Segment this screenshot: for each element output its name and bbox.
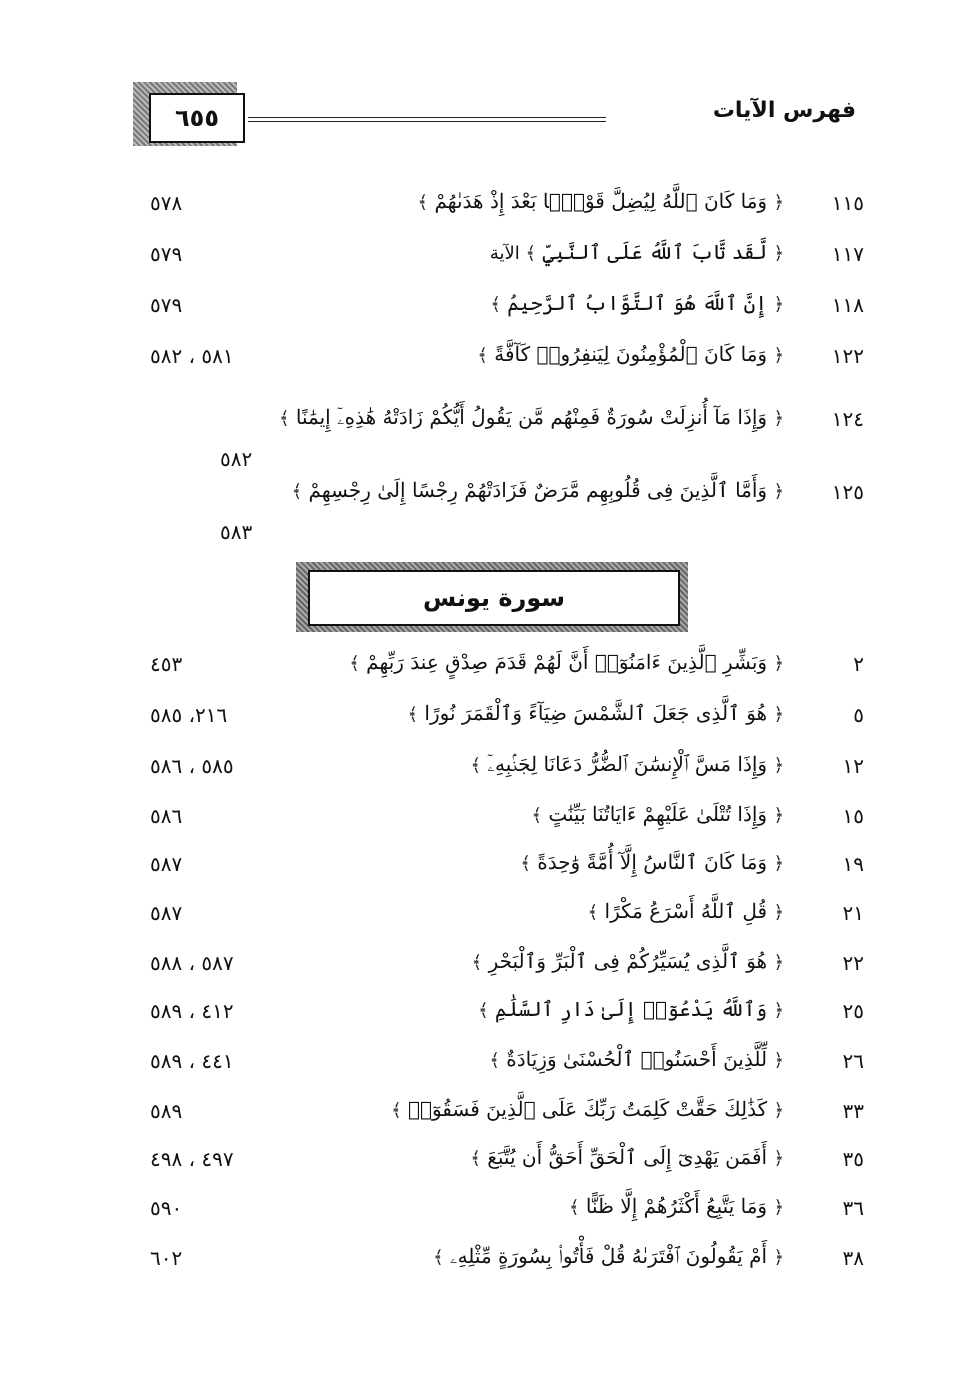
verse-text [588, 899, 784, 923]
verse-number: ١٩ [842, 852, 864, 876]
index-entry [0, 1190, 954, 1230]
ornate-bracket-close-icon: ﴾ [568, 1197, 580, 1218]
page-references: ٥٧٩ [150, 293, 183, 317]
verse-number: ١١٥ [831, 191, 864, 215]
index-entry [0, 895, 954, 935]
ornate-bracket-close-icon: ﴾ [349, 653, 360, 674]
verse-number: ١٢ [842, 754, 864, 778]
page-references: ٥٨٧ ، ٥٨٨ [150, 951, 234, 975]
verse-words: قُلِ ٱللَّهُ أَسْرَعُ مَكْرًا [604, 899, 768, 923]
verse-number: ١٢٤ [831, 407, 864, 431]
ornate-bracket-open-icon: ﴿ [773, 902, 784, 923]
verse-words: وَإِذَا مَآ أُنزِلَتْ سُورَةٌ فَمِنْهُم مَّن يَقُولُ أَيُّكُمْ زَادَتْهُ هَٰذِهِۦٓ إِيمَٰنًا [295, 405, 768, 429]
ornate-bracket-close-icon: ﴾ [587, 902, 599, 923]
index-entry [0, 236, 954, 276]
index-entry [0, 185, 954, 225]
verse-text [391, 1097, 784, 1121]
verse-words: وَإِذَا تُتْلَىٰ عَلَيْهِمْ ءَايَاتُنَا بَيِّنَٰتٍ [548, 802, 768, 826]
verse-words: وَأَمَّا ٱلَّذِينَ فِى قُلُوبِهِم مَّرَضٌ فَزَادَتْهُمْ رِجْسًا إِلَىٰ رِجْسِهِمْ [308, 478, 768, 502]
page-number: ٦٥٥ [175, 104, 219, 132]
verse-words: أَفَمَن يَهْدِىٓ إِلَى ٱلْحَقِّ أَحَقُّ أَن يُتَّبَعَ [487, 1145, 768, 1169]
verse-number: ٢٦ [842, 1049, 864, 1073]
verse-words: وَبَشِّرِ ٱلَّذِينَ ءَامَنُوٓا۟ أَنَّ لَهُمْ قَدَمَ صِدْقٍ عِندَ رَبِّهِمْ [366, 650, 768, 674]
ornate-bracket-open-icon: ﴿ [773, 853, 784, 874]
ornate-bracket-open-icon: ﴿ [773, 1247, 784, 1268]
page-references: ٥٨٢ [220, 447, 253, 471]
ornate-bracket-close-icon: ﴾ [478, 1000, 489, 1021]
verse-text [520, 850, 784, 874]
verse-number: ١٢٥ [831, 480, 864, 504]
ornate-bracket-open-icon: ﴿ [773, 481, 784, 502]
verse-text [470, 752, 784, 776]
page-references: ٥٧٩ [150, 242, 183, 266]
index-entry [0, 1093, 954, 1133]
page-references: ٢١٦، ٥٨٥ [150, 703, 228, 727]
verse-number: ٢١ [842, 901, 864, 925]
verse-number: ٢٢ [842, 951, 864, 975]
ornate-bracket-close-icon: ﴾ [489, 1050, 500, 1071]
verse-number: ٣٣ [842, 1099, 864, 1123]
ornate-bracket-open-icon: ﴿ [773, 704, 784, 725]
verse-number: ١٢٢ [831, 344, 864, 368]
index-entry [0, 338, 954, 378]
ornate-bracket-close-icon: ﴾ [471, 952, 483, 973]
page-references: ٥٨٦ [150, 804, 183, 828]
ornate-bracket-close-icon: ﴾ [470, 1148, 481, 1169]
verse-words: وَمَا يَتَّبِعُ أَكْثَرُهُمْ إِلَّا ظَنًّا [585, 1194, 768, 1218]
ornate-bracket-open-icon: ﴿ [773, 294, 784, 315]
page-references: ٥٧٨ [150, 191, 183, 215]
ornate-bracket-close-icon: ﴾ [470, 755, 482, 776]
verse-text [408, 701, 785, 725]
verse-text [490, 291, 784, 315]
index-entry [0, 993, 954, 1033]
verse-number: ١١٨ [831, 293, 864, 317]
ornate-bracket-close-icon: ﴾ [291, 481, 303, 502]
page-references: ٥٨١ ، ٥٨٢ [150, 344, 234, 368]
index-entry [0, 846, 954, 886]
verse-number: ٣٦ [842, 1196, 864, 1220]
index-entry [0, 697, 954, 737]
header-rule [248, 117, 606, 122]
index-entry [0, 1240, 954, 1280]
index-entry [0, 287, 954, 327]
verse-text [477, 342, 784, 366]
index-entry [0, 474, 954, 544]
ornate-bracket-open-icon: ﴿ [773, 192, 784, 213]
ornate-bracket-close-icon: ﴾ [407, 704, 419, 725]
ornate-bracket-close-icon: ﴾ [417, 192, 429, 213]
verse-number: ٢٥ [842, 999, 864, 1023]
verse-words: أَمْ يَقُولُونَ ٱفْتَرَىٰهُ قُلْ فَأْتُوا۟ بِسُورَةٍ مِّثْلِهِۦ [449, 1244, 768, 1268]
index-entry [0, 401, 954, 471]
ornate-bracket-open-icon: ﴿ [773, 345, 784, 366]
ornate-bracket-close-icon: ﴾ [525, 243, 537, 264]
page-references: ٥٨٣ [220, 520, 253, 544]
verse-text [531, 802, 784, 826]
page-title: فهرس الآيات [712, 98, 856, 123]
verse-number: ٥ [853, 703, 864, 727]
ornate-bracket-open-icon: ﴿ [773, 1148, 784, 1169]
ornate-bracket-close-icon: ﴾ [477, 345, 488, 366]
index-entry [0, 1043, 954, 1083]
verse-words: كَذَٰلِكَ حَقَّتْ كَلِمَتُ رَبِّكَ عَلَى ٱلَّذِينَ فَسَقُوٓا۟ [407, 1097, 768, 1121]
ornate-bracket-open-icon: ﴿ [773, 408, 784, 429]
ornate-bracket-open-icon: ﴿ [773, 1100, 784, 1121]
page-references: ٥٨٧ [150, 901, 183, 925]
page-references: ٤٥٣ [150, 652, 183, 676]
page-number-box [149, 93, 245, 143]
ornate-bracket-close-icon: ﴾ [279, 408, 290, 429]
verse-words: لِّلَّذِينَ أَحْسَنُوا۟ ٱلْحُسْنَىٰ وَزِيَادَةٌ [506, 1047, 768, 1071]
page-references: ٥٩٠ [150, 1196, 183, 1220]
ornate-bracket-close-icon: ﴾ [520, 853, 531, 874]
verse-number: ٣٨ [842, 1246, 864, 1270]
page-references: ٤٤١ ، ٥٨٩ [150, 1049, 234, 1073]
surah-title: سورة يونس [423, 584, 565, 612]
page-references: ٥٨٧ [150, 852, 183, 876]
ornate-bracket-open-icon: ﴿ [773, 755, 784, 776]
ornate-bracket-close-icon: ﴾ [391, 1100, 402, 1121]
verse-words: هُوَ ٱلَّذِى جَعَلَ ٱلشَّمْسَ ضِيَآءً وَٱلْقَمَرَ نُورًا [424, 701, 768, 725]
verse-number: ١١٧ [831, 242, 864, 266]
verse-text [472, 949, 784, 973]
index-entry [0, 945, 954, 985]
index-entry [0, 798, 954, 838]
ornate-bracket-close-icon: ﴾ [433, 1247, 444, 1268]
verse-number: ٣٥ [842, 1147, 864, 1171]
verse-number: ٢ [853, 652, 864, 676]
verse-text [478, 997, 784, 1021]
ornate-bracket-open-icon: ﴿ [773, 1000, 784, 1021]
verse-number: ١٥ [842, 804, 864, 828]
verse-words: إِنَّ ٱللَّهَ هُوَ ٱلتَّوَّابُ ٱلرَّحِيمُ [507, 291, 768, 315]
verse-text [349, 650, 784, 674]
surah-title-box [308, 570, 680, 626]
verse-words: وَإِذَا مَسَّ ٱلْإِنسَٰنَ ٱلضُّرُّ دَعَانَا لِجَنۢبِهِۦٓ [487, 752, 768, 776]
page-references: ٥٨٩ [150, 1099, 183, 1123]
verse-words: وَمَا كَانَ ٱللَّهُ لِيُضِلَّ قَوْمًۢا بَعْدَ إِذْ هَدَىٰهُمْ [434, 189, 768, 213]
index-entry [0, 1141, 954, 1181]
ornate-bracket-open-icon: ﴿ [773, 1050, 784, 1071]
verse-text [292, 478, 784, 502]
ornate-bracket-close-icon: ﴾ [490, 294, 501, 315]
ornate-bracket-close-icon: ﴾ [531, 805, 543, 826]
verse-words: وَمَا كَانَ ٱلْمُؤْمِنُونَ لِيَنفِرُوا۟ كَآفَّةً [494, 342, 768, 366]
page-references: ٦٠٢ [150, 1246, 183, 1270]
page-references: ٤٩٧ ، ٤٩٨ [150, 1147, 234, 1171]
verse-words: هُوَ ٱلَّذِى يُسَيِّرُكُمْ فِى ٱلْبَرِّ وَٱلْبَحْرِ [488, 949, 768, 973]
ornate-bracket-open-icon: ﴿ [773, 952, 784, 973]
verse-words: وَمَا كَانَ ٱلنَّاسُ إِلَّآ أُمَّةً وَٰحِدَةً [537, 850, 768, 874]
verse-text [279, 405, 784, 429]
ornate-bracket-open-icon: ﴿ [773, 805, 784, 826]
verse-text [418, 189, 784, 213]
verse-text [470, 1145, 784, 1169]
verse-text [490, 240, 784, 264]
page-references: ٥٨٥ ، ٥٨٦ [150, 754, 234, 778]
ornate-bracket-open-icon: ﴿ [773, 653, 784, 674]
verse-text [489, 1047, 784, 1071]
ornate-bracket-open-icon: ﴿ [773, 243, 784, 264]
verse-words: وَٱللَّهُ يَدْعُوٓا۟ إِلَىٰ دَارِ ٱلسَّلَٰمِ [495, 997, 768, 1021]
ornate-bracket-open-icon: ﴿ [773, 1197, 784, 1218]
verse-text [433, 1244, 784, 1268]
index-entry [0, 646, 954, 686]
verse-suffix: الآية [489, 243, 526, 264]
page-references: ٤١٢ ، ٥٨٩ [150, 999, 234, 1023]
verse-text [569, 1194, 784, 1218]
index-entry [0, 748, 954, 788]
verse-words: لَّقَد تَّابَ ٱللَّهُ عَلَى ٱلنَّبِيِّ [542, 240, 768, 264]
